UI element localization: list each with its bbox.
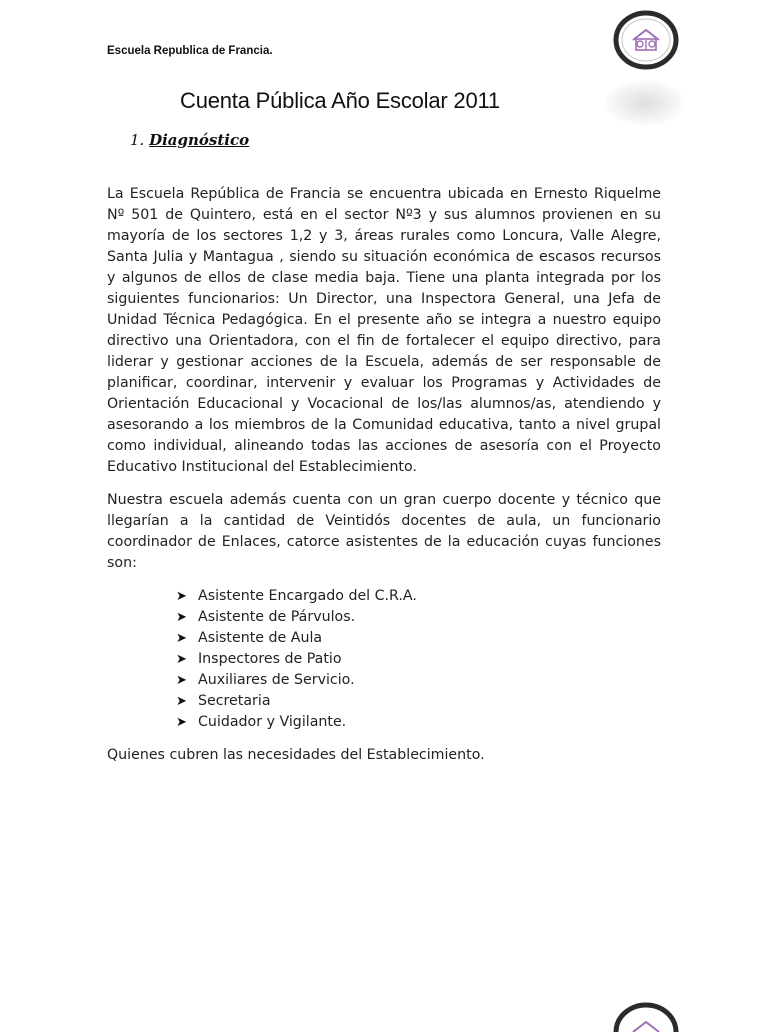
logo-shadow <box>605 80 685 126</box>
document-title: Cuenta Pública Año Escolar 2011 <box>180 88 500 113</box>
arrow-bullet-icon: ➤ <box>176 610 187 625</box>
list-item: ➤ Asistente Encargado del C.R.A. <box>176 586 661 607</box>
list-item: ➤ Cuidador y Vigilante. <box>176 712 661 733</box>
school-name-header: Escuela Republica de Francia. <box>107 45 273 57</box>
arrow-bullet-icon: ➤ <box>176 589 187 604</box>
next-page-logo-icon <box>613 1002 679 1032</box>
closing-paragraph: Quienes cubren las necesidades del Establecimiento. <box>107 747 485 763</box>
arrow-bullet-icon: ➤ <box>176 652 187 667</box>
arrow-bullet-icon: ➤ <box>176 715 187 730</box>
list-item: ➤ Inspectores de Patio <box>176 649 661 670</box>
assistant-roles-list <box>107 586 661 733</box>
section-title: Diagnóstico <box>149 131 250 149</box>
arrow-bullet-icon: ➤ <box>176 631 187 646</box>
arrow-bullet-icon: ➤ <box>176 694 187 709</box>
section-heading <box>130 131 249 149</box>
section-number: 1. <box>130 131 145 149</box>
document-body <box>107 184 661 766</box>
list-item: ➤ Auxiliares de Servicio. <box>176 670 661 691</box>
intro-paragraph: La Escuela República de Francia se encuentra ubicada en Ernesto Riquelme Nº 501 de Quintero, está en el sector Nº3 y sus alumnos provienen en su mayoría de los sectores 1,2 y 3, áreas rurales como Loncura, Valle Alegre, Santa Julia y Mantagua , siendo su situación económica de escasos recursos y algunos de ellos de clase media baja. Tiene una planta integrada por los siguientes funcionarios: Un Director, una Inspectora General, una Jefa de Unidad Técnica Pedagógica. En el presente año se integra a nuestro equipo directivo una Orientadora, con el fin de fortalecer el equipo directivo, para liderar y gestionar acciones de la Escuela, además de ser responsable de planificar, coordinar, intervenir y evaluar los Programas y Actividades de Orientación Educacional y Vocacional de los/las alumnos/as, atendiendo y asesorando a los miembros de la Comunidad educativa, tanto a nivel grupal como individual, alineando todas las acciones de asesoría con el Proyecto Educativo Institucional del Establecimiento. <box>107 186 661 475</box>
list-item: ➤ Asistente de Párvulos. <box>176 607 661 628</box>
staff-paragraph: Nuestra escuela además cuenta con un gran cuerpo docente y técnico que llegarían a la cantidad de Veintidós docentes de aula, un funcionario coordinador de Enlaces, catorce asistentes de la educación cuyas funciones son: <box>107 492 661 571</box>
arrow-bullet-icon: ➤ <box>176 673 187 688</box>
list-item: ➤ Secretaria <box>176 691 661 712</box>
list-item: ➤ Asistente de Aula <box>176 628 661 649</box>
school-house-logo-icon <box>613 10 679 70</box>
